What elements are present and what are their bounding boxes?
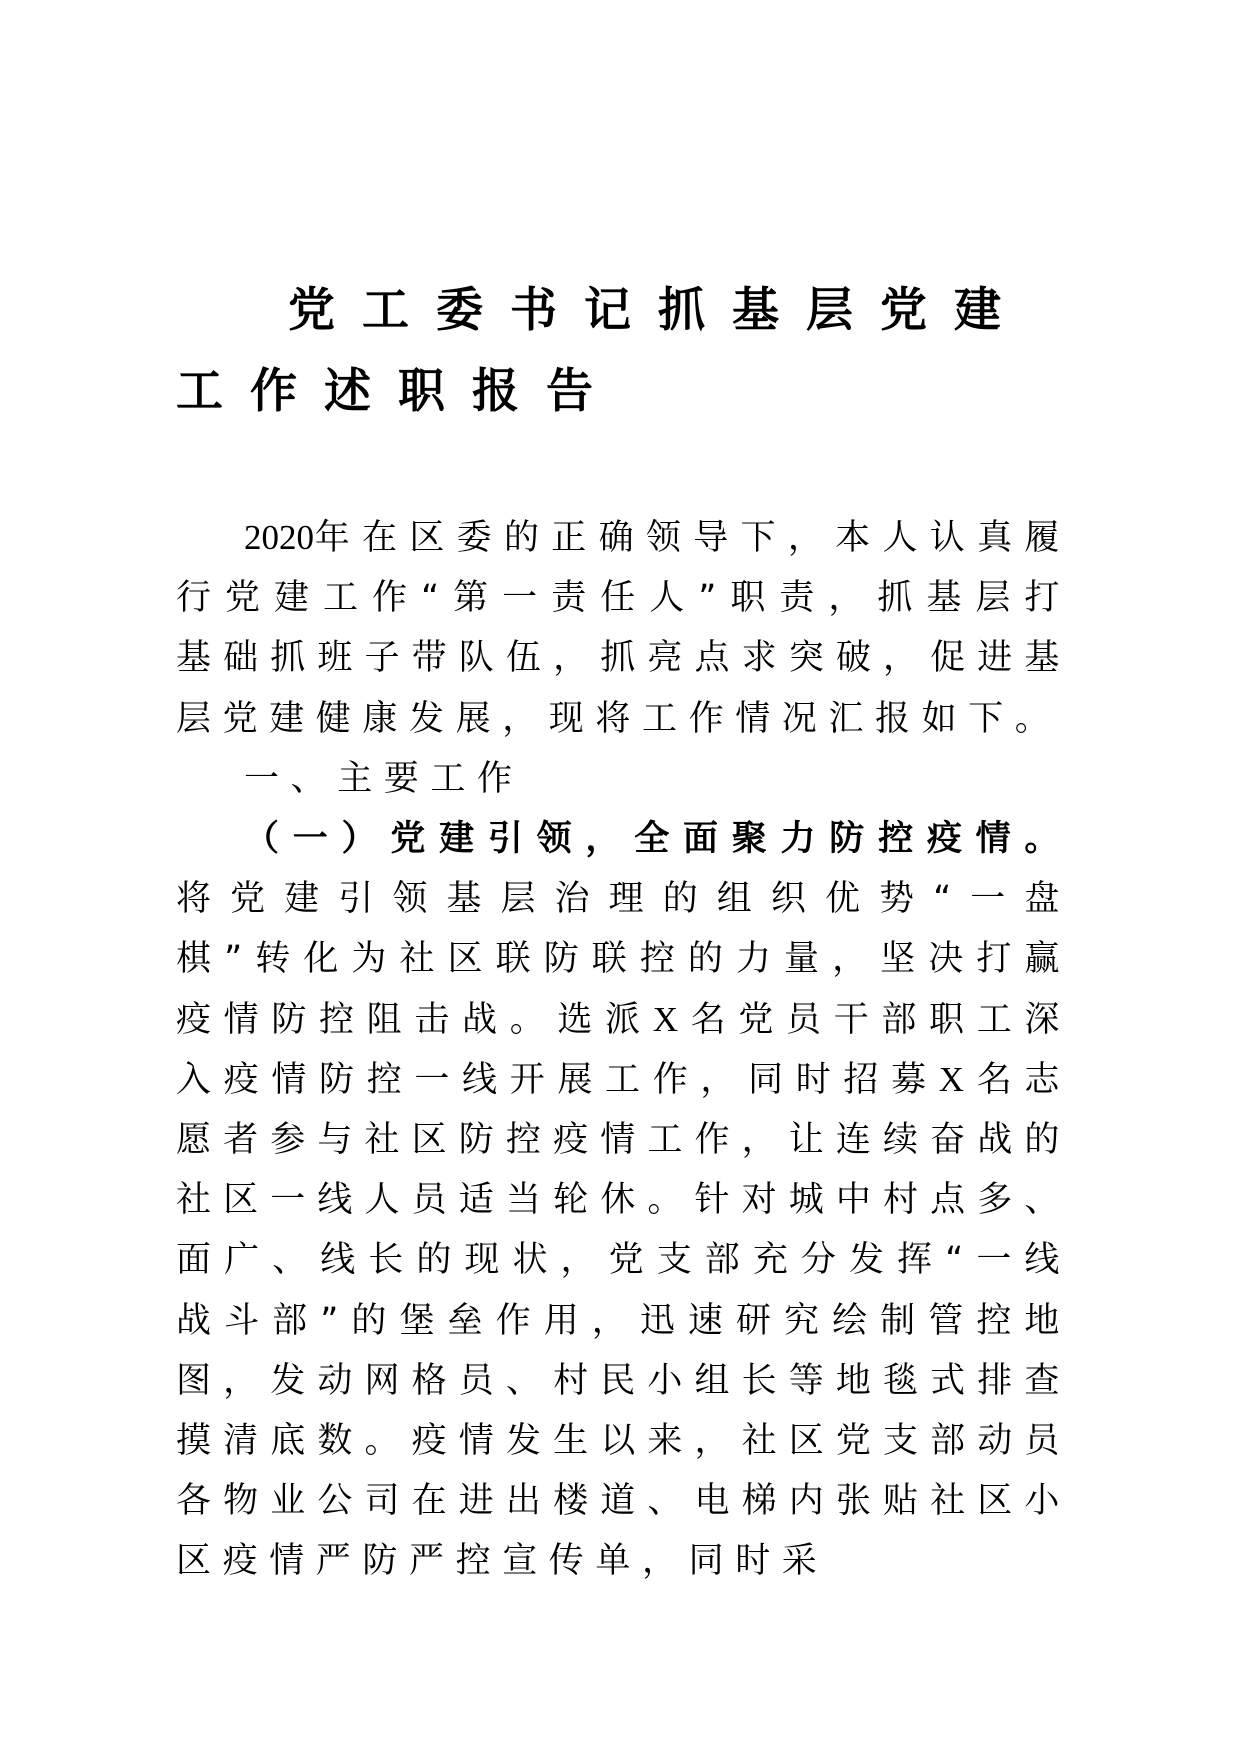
document-body bbox=[176, 508, 1071, 1592]
subsection-text-2: 名党员干部职工深入疫情防控一线开展工作，同时招募 bbox=[176, 999, 1071, 1100]
section-heading: 一、主要工作 bbox=[244, 758, 524, 799]
subsection-paragraph bbox=[176, 809, 1071, 1592]
subsection-x-2: X bbox=[938, 1059, 976, 1099]
intro-year: 2020 bbox=[244, 518, 314, 557]
subsection-heading: （一）党建引领，全面聚力防控疫情。 bbox=[244, 819, 1071, 860]
intro-paragraph bbox=[176, 508, 1071, 749]
document-title: 党工委书记抓基层党建工作述职报告 bbox=[176, 283, 1028, 419]
subsection-text-1: 将党建引领基层治理的组织优势“一盘棋”转化为社区联防联控的力量，坚决打赢疫情防控阻击战。选派 bbox=[176, 879, 1071, 1040]
subsection-x-1: X bbox=[652, 999, 690, 1039]
subsection-text-3: 名志愿者参与社区防控疫情工作，让连续奋战的社区一线人员适当轮休。针对城中村点多、面广、线长的现状，党支部充分发挥“一线战斗部”的堡垒作用，迅速研究绘制管控地图，发动网格员、村民小组长等地毯式排查摸清底数。疫情发生以来，社区党支部动员各物业公司在进出楼道、电梯内张贴社区小区疫情严防严控宣传单，同时采 bbox=[176, 1059, 1072, 1582]
intro-text: 年在区委的正确领导下，本人认真履行党建工作“第一责任人”职责，抓基层打基础抓班子带队伍，抓亮点求突破，促进基层党建健康发展，现将工作情况汇报如下。 bbox=[176, 518, 1071, 739]
